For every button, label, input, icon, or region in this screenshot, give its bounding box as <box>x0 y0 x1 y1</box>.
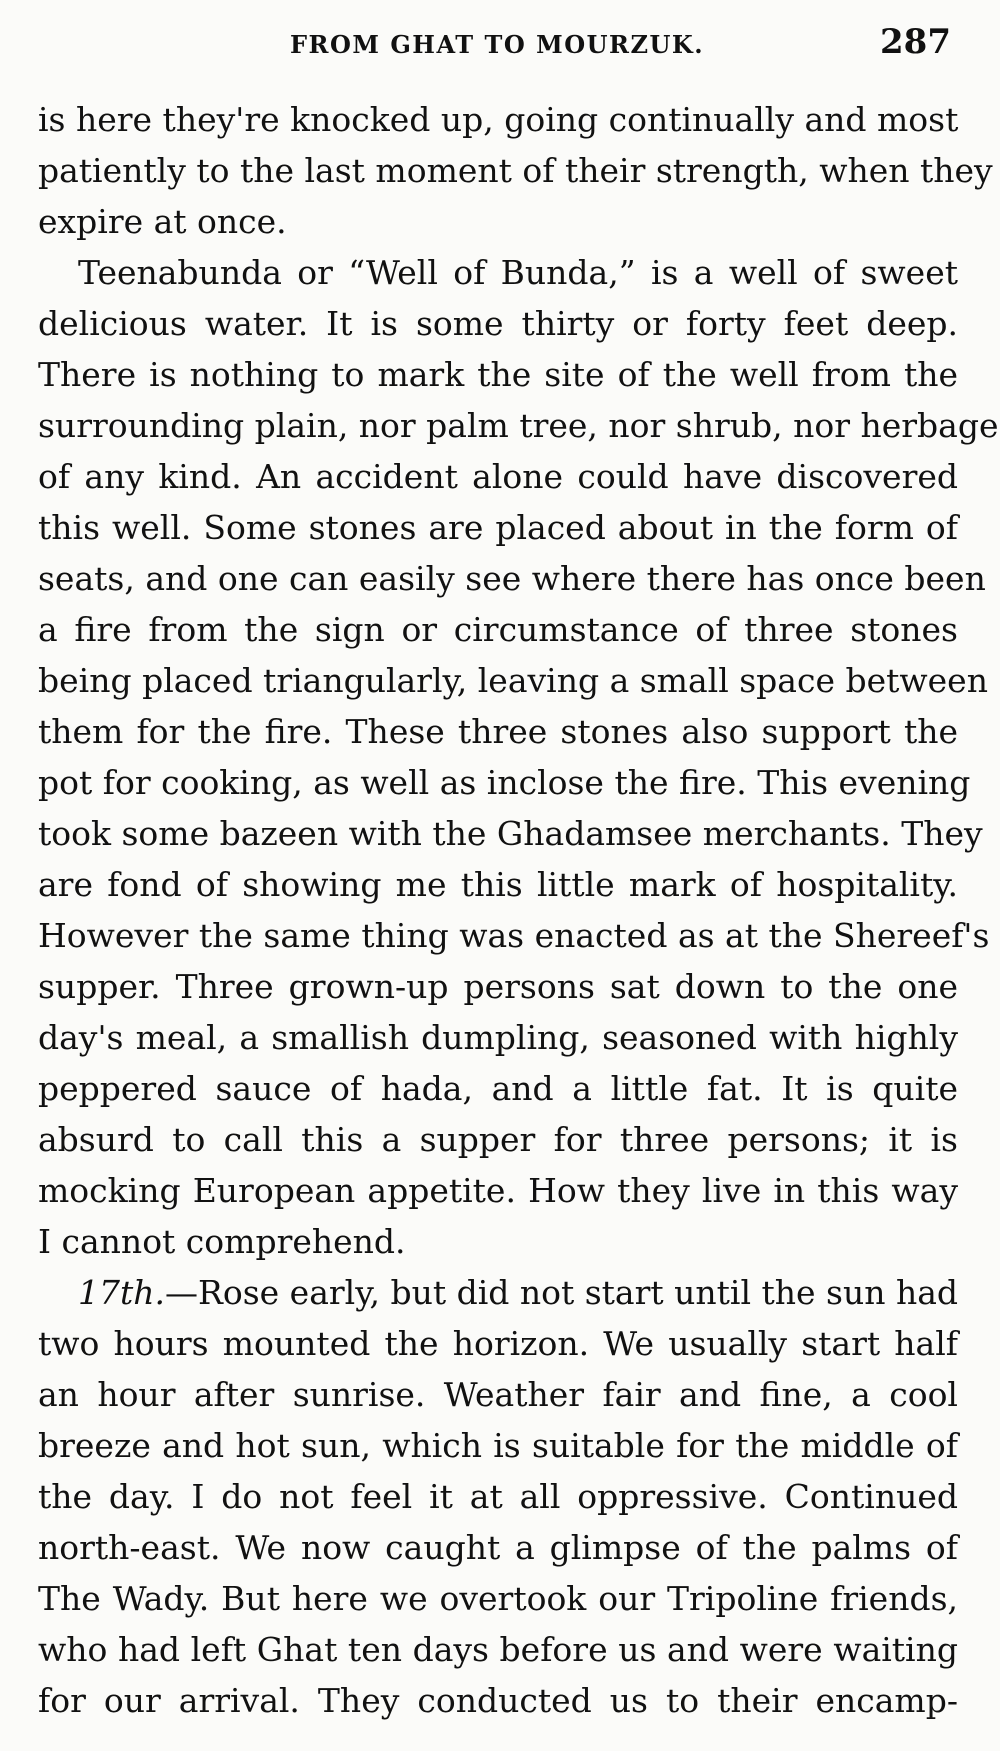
text-line: an hour after sunrise. Weather fair and fine, a cool <box>38 1375 958 1414</box>
text-line: breeze and hot sun, which is suitable for the middle of <box>38 1426 958 1465</box>
text-line: seats, and one can easily see where there has once been <box>38 559 986 598</box>
text-line-rest: —Rose early, but did not start until the sun had <box>165 1273 959 1312</box>
text-line: surrounding plain, nor palm tree, nor shrub, nor herbage <box>38 406 999 445</box>
text-line: delicious water. It is some thirty or forty feet deep. <box>38 304 958 343</box>
text-line: a fire from the sign or circumstance of three stones <box>38 610 958 649</box>
text-line: patiently to the last moment of their strength, when they <box>38 151 993 190</box>
text-line: peppered sauce of hada, and a little fat. It is quite <box>38 1069 958 1108</box>
text-line: There is nothing to mark the site of the well from the <box>38 355 958 394</box>
text-line: this well. Some stones are placed about in the form of <box>38 508 958 547</box>
text-line: north-east. We now caught a glimpse of the palms of <box>38 1528 958 1567</box>
text-line <box>38 1267 958 1318</box>
text-line: two hours mounted the horizon. We usually start half <box>38 1324 958 1363</box>
text-line: supper. Three grown-up persons sat down to the one <box>38 967 958 1006</box>
text-line: being placed triangularly, leaving a small space between <box>38 661 988 700</box>
text-line: of any kind. An accident alone could have discovered <box>38 457 958 496</box>
text-line: absurd to call this a supper for three persons; it is <box>38 1120 958 1159</box>
text-line: mocking European appetite. How they live in this way <box>38 1171 958 1210</box>
text-line: I cannot comprehend. <box>38 1222 406 1261</box>
page-number: 287 <box>880 22 951 62</box>
date-reference: 17th. <box>78 1273 165 1312</box>
page-header <box>0 18 1000 68</box>
body-text <box>38 94 999 1726</box>
text-line: day's meal, a smallish dumpling, seasoned with highly <box>38 1018 958 1057</box>
text-line: is here they're knocked up, going continually and most <box>38 100 959 139</box>
text-line: The Wady. But here we overtook our Tripoline friends, <box>38 1579 958 1618</box>
text-line: Teenabunda or “Well of Bunda,” is a well of sweet <box>78 253 958 292</box>
text-line: took some bazeen with the Ghadamsee merchants. They <box>38 814 983 853</box>
running-title: FROM GHAT TO MOURZUK. <box>290 30 705 59</box>
text-line: are fond of showing me this little mark of hospitality. <box>38 865 958 904</box>
text-line: However the same thing was enacted as at the Shereef's <box>38 916 990 955</box>
text-line: who had left Ghat ten days before us and were waiting <box>38 1630 958 1669</box>
text-line: for our arrival. They conducted us to their encamp- <box>38 1681 958 1720</box>
text-line: pot for cooking, as well as inclose the fire. This evening <box>38 763 971 802</box>
text-line: them for the fire. These three stones also support the <box>38 712 958 751</box>
text-line: expire at once. <box>38 202 287 241</box>
text-line: the day. I do not feel it at all oppressive. Continued <box>38 1477 958 1516</box>
